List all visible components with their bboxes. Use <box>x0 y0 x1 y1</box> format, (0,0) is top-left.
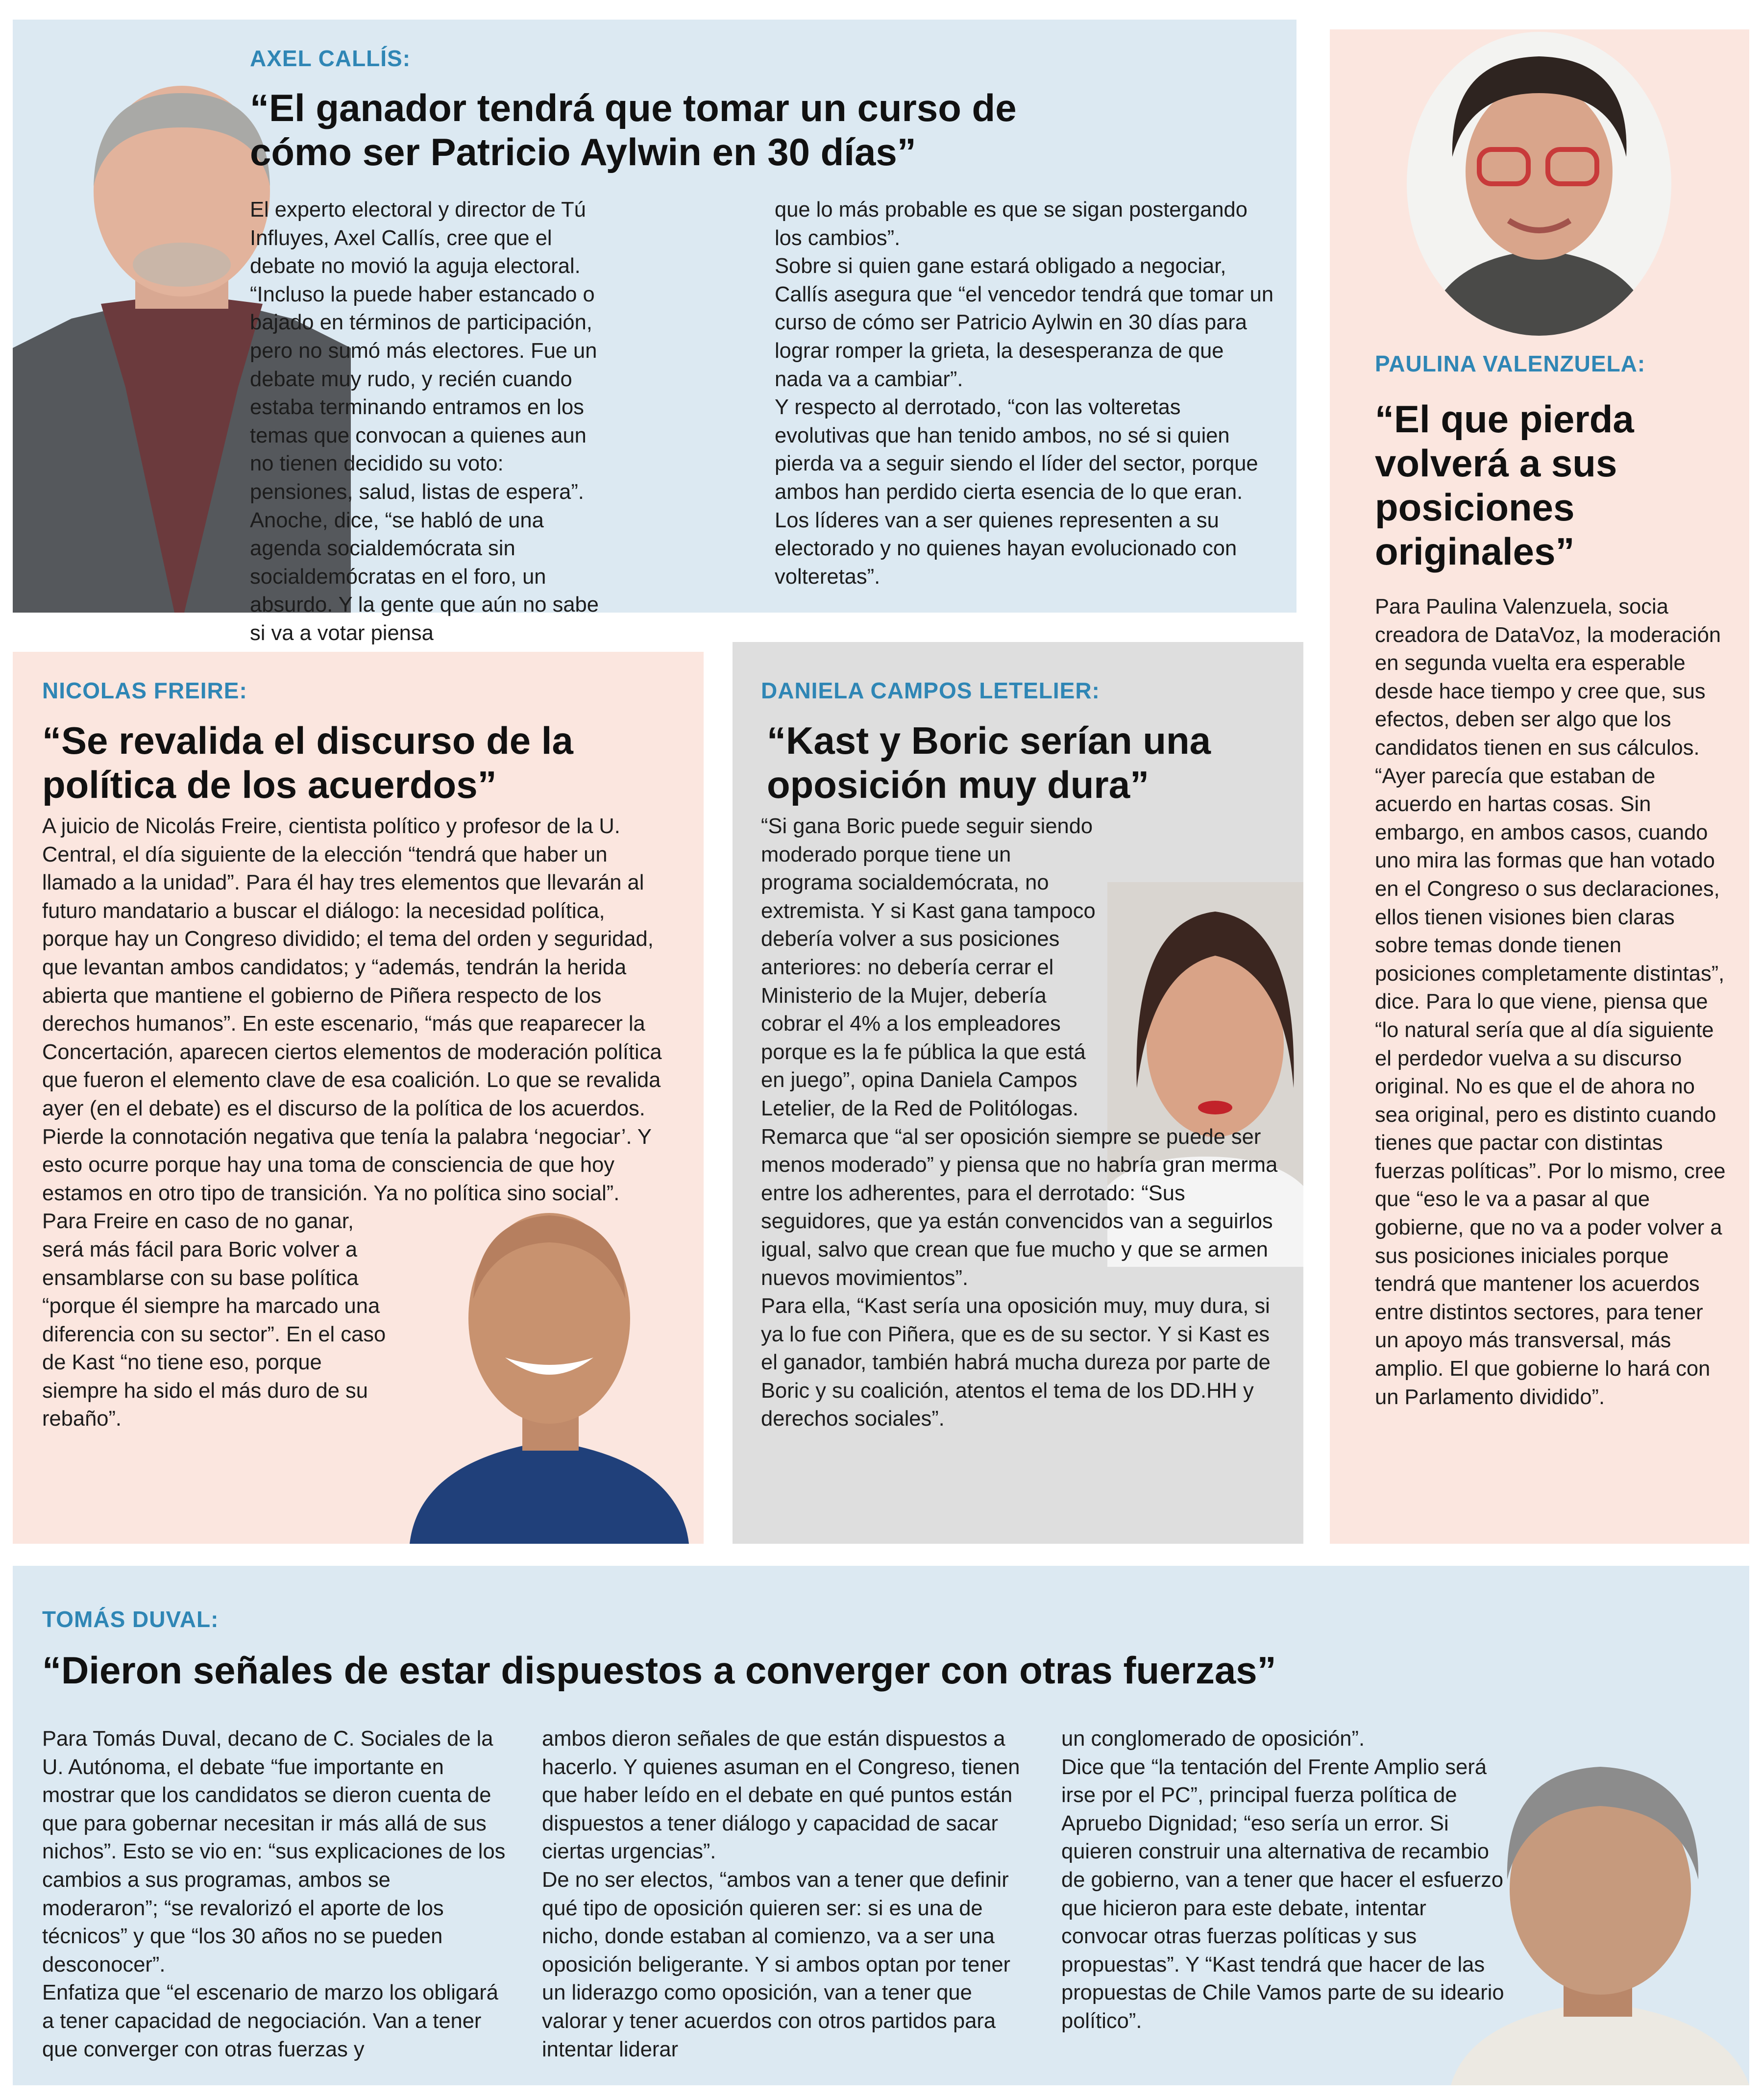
freire-panel <box>13 652 704 1544</box>
freire-body <box>42 813 674 1433</box>
duval-col-2-p1: ambos dieron señales de que están dispuestos a hacerlo. Y quienes asuman en el Congreso, tienen que haber leído en el debate en qué puntos están dispuestos a tener diálogo y capacidad de sacar ciertas urgencias”. <box>542 1727 1020 1864</box>
callis-col-1-text: El experto electoral y director de Tú Influyes, Axel Callís, cree que el debate no movió la aguja electoral. “Incluso la puede haber estancado o bajado en términos de participación, pero no sumó más electores. Fue un debate muy rudo, y recién cuando estaba terminando entramos en los temas que convocan a quienes aun no tienen decidido su voto: pensiones, salud, listas de espera”. Anoche, dice, “se habló de una agenda socialdemócrata sin socialdemócratas en el foro, un absurdo. Y la gente que aún no sabe si va a votar piensa <box>250 198 599 645</box>
duval-name: TOMÁS DUVAL: <box>42 1606 219 1632</box>
duval-col-3 <box>1061 1725 1532 2036</box>
campos-body <box>761 813 1290 1433</box>
callis-col-2 <box>775 196 1274 591</box>
freire-body-p2: Para Freire en caso de no ganar, será más fácil para Boric volver a ensamblarse con su base política “porque él siempre ha marcado una diferencia con su sector”. En el caso de Kast “no tiene eso, porque siempre ha sido el más duro de su rebaño”. <box>42 1210 386 1431</box>
duval-col-1-p2: Enfatiza que “el escenario de marzo los obligará a tener capacidad de negociación. Van a tener que converger con otras fuerzas y <box>42 1981 498 2061</box>
campos-panel <box>733 642 1303 1544</box>
duval-col-1-p1: Para Tomás Duval, decano de C. Sociales de la U. Autónoma, el debate “fue importante en mostrar que los candidatos se dieron cuenta de que para gobernar necesitan ir más allá de sus nichos”. Esto se vio en: “sus explicaciones de los cambios a sus programas, ambos se moderaron”; “se revalorizó el aporte de los técnicos” y que “los 30 años no se pueden desconocer”. <box>42 1727 506 1976</box>
campos-body-p3: Para ella, “Kast sería una oposición muy, muy dura, si ya lo fue con Piñera, que es de su sector. Y si Kast es el ganador, también habrá mucha dureza por parte de Boric y su coalición, atentos el tema de los DD.HH y derechos sociales”. <box>761 1294 1271 1431</box>
callis-col-2-p3: Y respecto al derrotado, “con las volteretas evolutivas que han tenido ambos, no sé si quien pierda va a seguir siendo el líder del sector, porque ambos han perdido cierta esencia de lo que eran. Los líderes van a ser quienes representen a su electorado y no quienes hayan evolucionado con volteretas”. <box>775 395 1258 589</box>
campos-body-p2: Remarca que “al ser oposición siempre se puede ser menos moderado” y piensa que no habría gran merma entre los adherentes, para el derrotado: “Sus seguidores, que ya están convencidos van a seguirlos igual, salvo que crean que fue mucho y que se armen nuevos movimientos”. <box>761 1125 1278 1290</box>
campos-body-p1: “Si gana Boric puede seguir siendo moderado porque tiene un programa socialdemócrata, no extremista. Y si Kast gana tampoco debería volver a sus posiciones anteriores: no debería cerrar el Ministerio de la Mujer, debería cobrar el 4% a los empleadores porque es la fe pública la que está en juego”, opina Daniela Campos Letelier, de la Red de Politólogas. <box>761 815 1096 1120</box>
callis-col-2-p1: que lo más probable es que se sigan postergando los cambios”. <box>775 198 1247 250</box>
duval-col-3-p1: un conglomerado de oposición”. <box>1061 1727 1365 1751</box>
valenzuela-headline: “El que pierda volverá a sus posiciones originales” <box>1375 397 1634 573</box>
callis-headline: “El ganador tendrá que tomar un curso de cómo ser Patricio Aylwin en 30 días” <box>250 86 1017 173</box>
duval-col-1 <box>42 1725 508 2064</box>
callis-panel <box>13 20 1296 645</box>
campos-headline: “Kast y Boric serían una oposición muy dura” <box>767 719 1211 806</box>
valenzuela-name: PAULINA VALENZUELA: <box>1375 351 1646 376</box>
valenzuela-panel <box>1330 29 1749 1544</box>
valenzuela-body-text: Para Paulina Valenzuela, socia creadora de DataVoz, la moderación en segunda vuelta era esperable desde hace tiempo y cree que, sus efectos, deben ser algo que los candidatos tienen en sus cálculos. “Ayer parecía que estaban de acuerdo en hartas cosas. Sin embargo, en ambos casos, cuando uno mira las formas que han votado en el Congreso o sus declaraciones, ellos tienen visiones bien claras sobre temas donde tienen posiciones completamente distintas”, dice. Para lo que viene, piensa que “lo natural sería que al día siguiente el perdedor vuelva a su discurso original. No es que el de ahora no sea original, pero es distinto cuando tienes que pactar con distintas fuerzas políticas”. Por lo mismo, cree que “eso le va a pasar al que gobierne, que no va a poder volver a sus posiciones iniciales porque tendrá que mantener los acuerdos entre distintos sectores, para tener un apoyo más transversal, más amplio. El que gobierne lo hará con un Parlamento dividido”. <box>1375 595 1726 1409</box>
freire-headline: “Se revalida el discurso de la política de los acuerdos” <box>42 719 573 806</box>
freire-name: NICOLAS FREIRE: <box>42 678 247 703</box>
duval-panel <box>13 1566 1749 2085</box>
callis-col-2-p2: Sobre si quien gane estará obligado a negociar, Callís asegura que “el vencedor tendrá que tomar un curso de cómo ser Patricio Aylwin en 30 días para lograr romper la grieta, la desesperanza de que nada va a cambiar”. <box>775 254 1274 391</box>
duval-col-3-p2: Dice que “la tentación del Frente Amplio será irse por el PC”, principal fuerza política de Apruebo Dignidad; “eso sería un error. Si quieren construir una alternativa de recambio de gobierno, van a tener que hacer el esfuerzo que hicieron para este debate, intentar convocar otras fuerzas políticas y sus propuestas”. Y “Kast tendrá que hacer de las propuestas de Chile Vamos parte de su ideario político”. <box>1061 1755 1504 2033</box>
freire-body-p1: A juicio de Nicolás Freire, cientista político y profesor de la U. Central, el día siguiente de la elección “tendrá que haber un llamado a la unidad”. Para él hay tres elementos que llevarán al futuro mandatario a buscar el diálogo: la necesidad política, porque hay un Congreso dividido; el tema del orden y seguridad, que levantan ambos candidatos; y “además, tendrán la herida abierta que mantiene el gobierno de Piñera respecto de los derechos humanos”. En este escenario, “más que reaparecer la Concertación, aparecen ciertos elementos de moderación política que fueron el elemento clave de esa coalición. Lo que se revalida ayer (en el debate) es el discurso de la política de los acuerdos. Pierde la connotación negativa que tenía la palabra ‘negociar’. Y esto ocurre porque hay una toma de consciencia de que hoy estamos en otro tipo de transición. Ya no política sino social”. <box>42 815 662 1205</box>
callis-name: AXEL CALLÍS: <box>250 46 411 71</box>
valenzuela-photo <box>1406 29 1673 338</box>
campos-name: DANIELA CAMPOS LETELIER: <box>761 678 1100 703</box>
duval-col-2 <box>542 1725 1032 2064</box>
duval-headline: “Dieron señales de estar dispuestos a converger con otras fuerzas” <box>42 1649 1276 1692</box>
callis-col-1 <box>250 196 603 648</box>
valenzuela-body <box>1375 593 1728 1411</box>
duval-col-2-p2: De no ser electos, “ambos van a tener que definir qué tipo de oposición quieren ser: si es una de nicho, donde estaban al comienzo, va a ser una oposición beligerante. Y si ambos optan por tener un liderazgo como oposición, van a tener que valorar y tener acuerdos con otros partidos para intentar liderar <box>542 1868 1011 2061</box>
